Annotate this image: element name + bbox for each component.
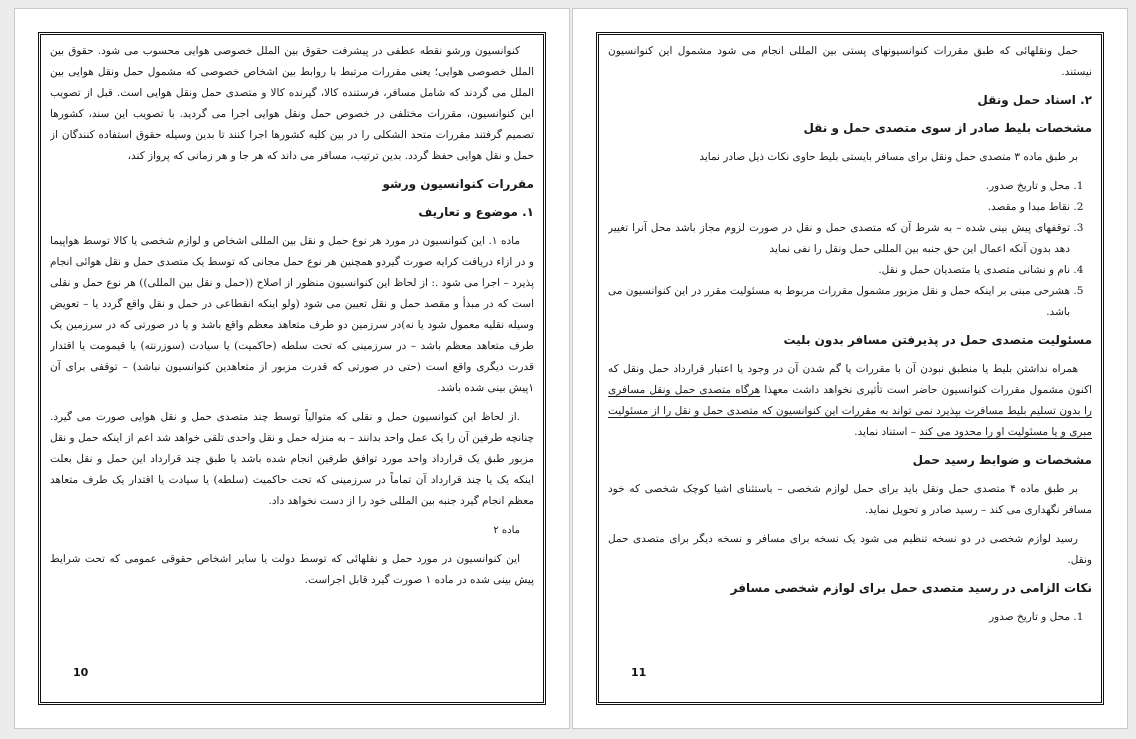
paragraph: بر طبق ماده ۴ متصدی حمل ونقل باید برای حمل لوازم شخصی – باستثنای اشیا کوچک شخصی که خود مسافر نگهداری می کند – رسید صادر و تحویل نماید.	[608, 483, 1092, 516]
list-item: 5. هشرحی مبنی بر اینکه حمل و نقل مزبور مشمول مقررات مربوط به مسئولیت مقرر در این کنوانسیون می باشد.	[608, 281, 1070, 323]
paragraph: .از لحاظ این کنوانسیون حمل و نقلی که متوالیاً توسط چند متصدی حمل و نقل هوایی صورت می گیرد. چنانچه طرفین آن را یک عمل واحد بدانند – به منزله حمل و نقل واحدی تلقی خواهد شد اعم از اینکه حمل و نقل مزبور طبق یک قرارداد واحد مورد توافق طرفین انجام شده باشد یا طبق چند قرارداد این حمل و نقل بعلت اینکه یک یا چند قرارداد آن تماماً در سرزمینی که تحت حاکمیت (سلطه) یا سیادت یا اقتدار یک طرف متعاهد معظم انجام گیرد جنبه بین المللی خود را از دست نخواهد داد.	[50, 411, 534, 507]
section-heading: ۱. موضوع و تعاریف	[418, 205, 534, 219]
paragraph: بر طبق ماده ۳ متصدی حمل ونقل برای مسافر بایستی بلیط حاوی نکات ذیل صادر نماید	[699, 151, 1078, 163]
text-span: همراه نداشتن بلیط یا منطبق نبودن آن با مقررات یا گم شدن آن در وجود یا اعتبار قرارداد حمل ونقل که اکنون مشمول مقررات کنوانسیون حاضر است تأثیری نخواهد داشت معهذا	[608, 363, 1092, 396]
section-heading: ۲. اسناد حمل ونقل	[977, 93, 1092, 107]
paragraph: رسید لوازم شخصی در دو نسخه تنظیم می شود یک نسخه برای مسافر و نسخه دیگر برای متصدی حمل ونقل.	[608, 533, 1092, 566]
paragraph: کنوانسیون ورشو نقطه عطفی در پیشرفت حقوق بین الملل خصوصی هوایی محسوب می شود. حقوق بین الملل خصوصی هوایی؛ یعنی مقررات مرتبط با روابط بین اشخاص خصوصی که مشمول حمل ونقل هوایی بین الملل می گردند که شامل مسافر، فرستنده کالا، گیرنده کالا و متصدی حمل ونقل هوایی است. قبل از تصویب این کنوانسیون، مقررات مختلفی در خصوص حمل ونقل هوایی اجرا می گردید. با تصویب این سند، کشورها تصمیم گرفتند مقررات متحد الشکلی را در بین کلیه کشورها اجرا کنند تا بدین وسیله حقوق استفاده کنندگان از حمل و نقل هوایی حفظ گردد. بدین ترتیب، مسافر می داند که هر جا و هر زمانی که پرواز کند،	[50, 45, 534, 162]
paragraph	[608, 359, 1092, 443]
list-item: 4. نام و نشانی متصدی یا متصدیان حمل و نقل.	[608, 260, 1070, 281]
section-heading: مشخصات بلیط صادر از سوی متصدی حمل و نقل	[803, 121, 1092, 135]
paragraph: حمل ونقلهائی که طبق مقررات کنوانسیونهای پستی بین المللی انجام می شود مشمول این کنوانسیون نیستند.	[608, 45, 1092, 78]
document-page-left	[14, 8, 570, 729]
list-item: 3. توقفهای پیش بینی شده – به شرط آن که متصدی حمل و نقل در صورت لزوم مجاز باشد محل آنرا تغییر دهد بدون آنکه اعمال این حق جنبه بین المللی حمل ونقل را نفی نماید	[608, 218, 1070, 260]
page-content	[50, 41, 534, 672]
ticket-requirements-list	[608, 176, 1092, 323]
paragraph: ماده ۱. این کنوانسیون در مورد هر نوع حمل و نقل بین المللی اشخاص و لوازم شخصی یا کالا توسط هواپیما و در ازاء دریافت کرایه صورت گیردو همچنین هر نوع حمل مجانی که توسط یک متصدی حمل و نقل هوائی انجام پذیرد – اجرا می شود .: از لحاظ این کنوانسیون منظور از اصلاح ((حمل و نقل بین المللی)) هر نوع حمل و نقلی است که در مبدأ و مقصد حمل و نقل تعیین می شود (ولو اینکه انقطاعی در حمل و نقل واقع گردد یا – تعویض وسیله نقلیه معمول شود یا نه)در سرزمین دو طرف متعاهد معظم واقع باشد و یا در صورتی که در سرزمین یک طرف متعاهد معظم باشد – در سرزمینی که تحت سلطه (حاکمیت) یا سیادت (سوزرنته) یا قیمومت یا اقتدار قدرت دیگری واقع است (حتی در صورتی که قدرت مزبور از متعاهدین کنوانسیون نباشد) – توقفی برای آن ۱پیش بینی شده باشد.	[50, 235, 534, 394]
page-number: 11	[631, 666, 647, 679]
underlined-text: هرگاه متصدی حمل ونقل مسافری را بدون تسلیم بلیط مسافرت بپذیرد نمی تواند به مقررات این کنوانسیون که متصدی حمل و نقل را از مسئولیت مبری و یا مسئولیت او را محدود می کند	[608, 384, 1092, 438]
section-heading: مسئولیت متصدی حمل در پذیرفتن مسافر بدون بلیت	[783, 333, 1092, 347]
section-heading: مشخصات و ضوابط رسید حمل	[912, 453, 1092, 467]
section-heading: نکات الزامی در رسید متصدی حمل برای لوازم شخصی مسافر	[730, 581, 1092, 595]
page-content	[608, 41, 1092, 672]
list-item: 2. نقاط مبدا و مقصد.	[608, 197, 1070, 218]
section-heading: مقررات کنوانسیون ورشو	[382, 177, 534, 191]
list-item: 1. محل و تاریخ صدور.	[608, 176, 1070, 197]
text-span: – استناد نماید.	[854, 426, 920, 438]
list-item: 1. محل و تاریخ صدور	[608, 607, 1070, 628]
article-label: ماده ۲	[493, 525, 520, 536]
document-page-right	[572, 8, 1128, 729]
page-number: 10	[73, 666, 89, 679]
receipt-requirements-list	[608, 607, 1092, 628]
paragraph: این کنوانسیون در مورد حمل و نقلهائی که توسط دولت یا سایر اشخاص حقوقی عمومی که تحت شرایط پیش بینی شده در ماده ۱ صورت گیرد قابل اجراست.	[50, 553, 534, 586]
